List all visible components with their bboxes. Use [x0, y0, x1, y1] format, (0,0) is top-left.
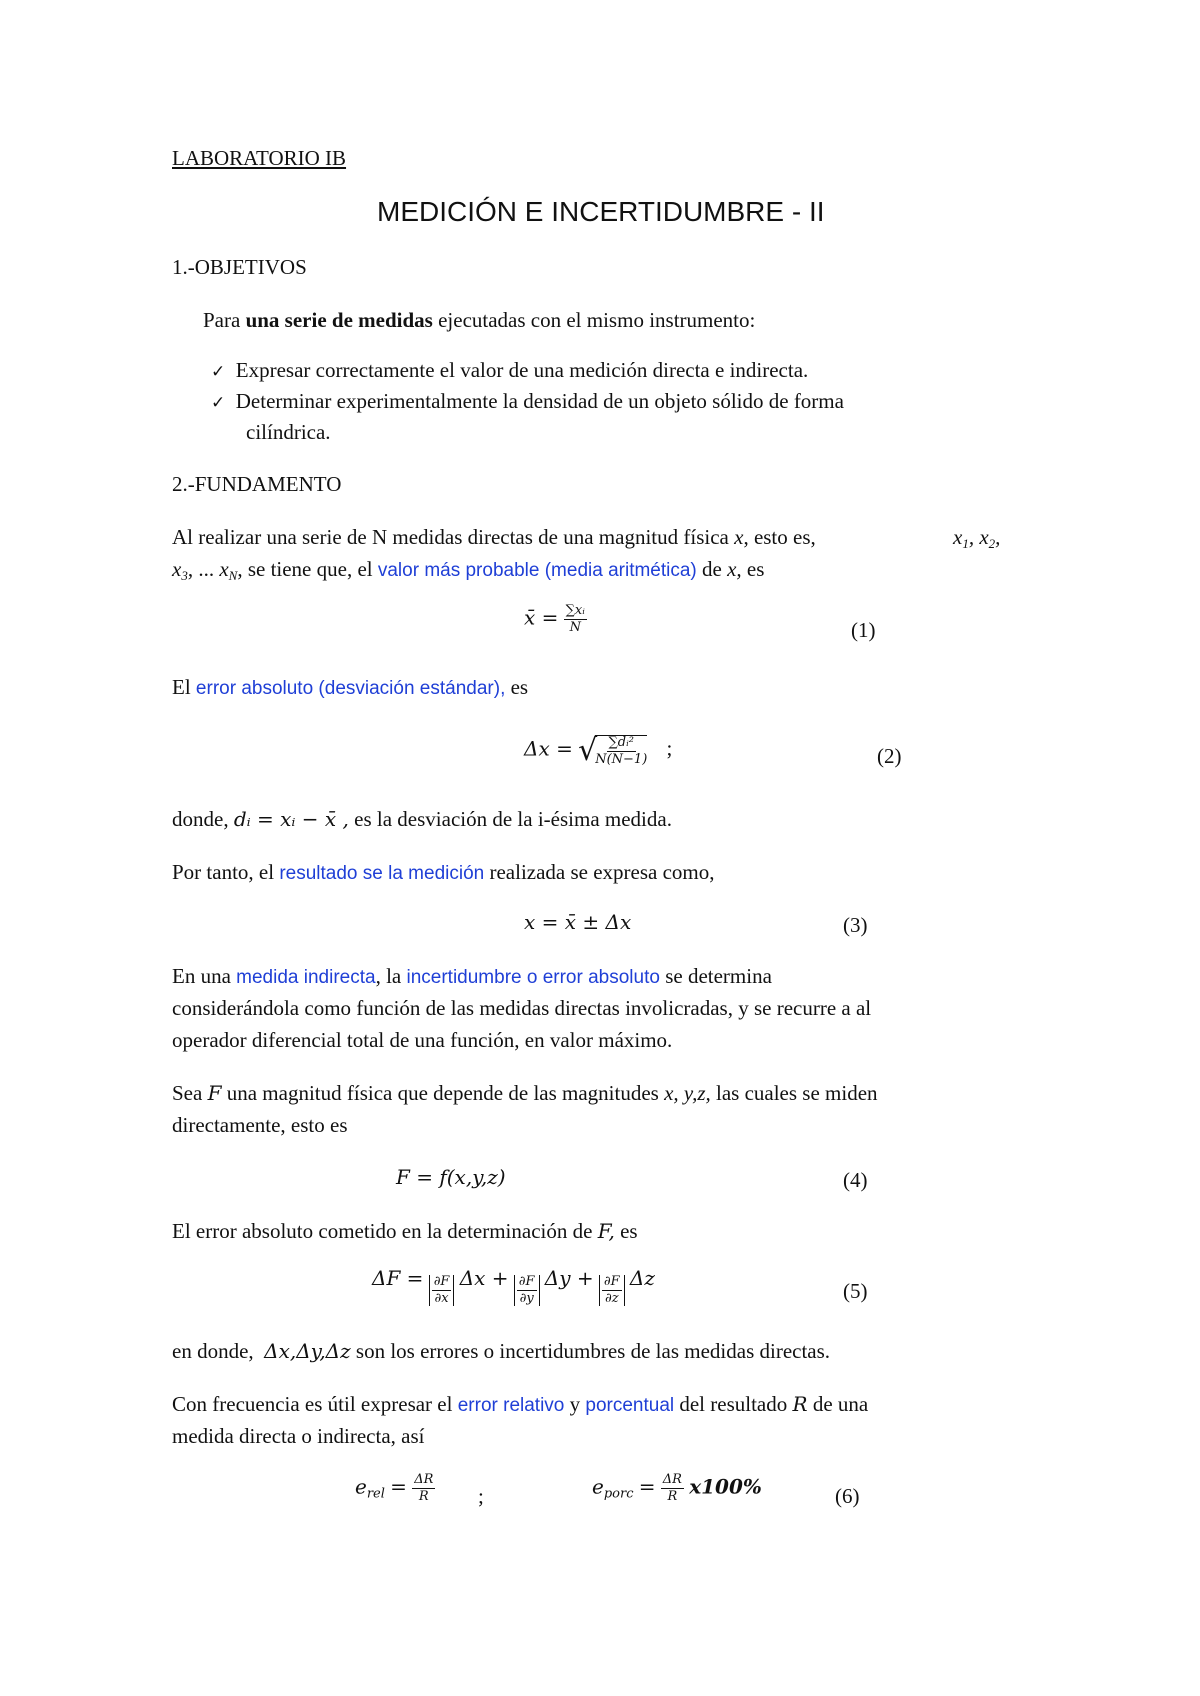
var-xn: x — [219, 557, 229, 581]
var-x1: x — [953, 525, 963, 549]
percent-term: x100% — [689, 1474, 762, 1499]
highlight-resultado: resultado se la medición — [279, 863, 485, 884]
dots: , ... — [187, 557, 220, 581]
num: ΔR — [662, 1472, 682, 1487]
paragraph-5-line-3: operador diferencial total de una función, en valor máximo. — [172, 1028, 673, 1052]
term: Δy + — [544, 1266, 594, 1290]
paragraph-5-line-2: considerándola como función de las medidas directas involicradas, y se recurre a al — [172, 996, 872, 1020]
var-F: F — [207, 1081, 222, 1105]
text: , la — [375, 964, 407, 988]
eq6-semicolon: ; — [478, 1484, 484, 1508]
eq2-den: N(N−1) — [595, 751, 648, 767]
term: Δz — [629, 1266, 655, 1290]
equation-5-number: (5) — [843, 1279, 868, 1303]
text: las cuales se miden — [710, 1081, 878, 1105]
text: El — [172, 675, 196, 699]
den: ∂z — [604, 1291, 619, 1306]
sub-porc: porc — [603, 1486, 634, 1502]
deltas: Δx,Δy,Δz — [264, 1339, 351, 1363]
equation-6-rel — [355, 1473, 435, 1504]
num: ∂F — [518, 1274, 535, 1289]
text: del resultado — [674, 1392, 793, 1416]
paragraph-7 — [172, 1219, 638, 1244]
var-x3: x — [172, 557, 182, 581]
abs-term-z — [599, 1275, 625, 1306]
text: es — [614, 1219, 638, 1243]
equation-2 — [524, 733, 672, 768]
sub-rel: rel — [366, 1486, 385, 1502]
equation-2-number: (2) — [877, 744, 902, 768]
sub: 3 — [181, 568, 188, 583]
text: son los errores o incertidumbres de las medidas directas. — [350, 1339, 831, 1363]
equation-5 — [372, 1266, 655, 1306]
eq1-lhs: x̄ = — [524, 605, 559, 630]
paragraph-3 — [172, 807, 672, 832]
text: es — [741, 557, 765, 581]
sub: 1 — [962, 536, 969, 551]
equation-6-porc — [592, 1473, 762, 1504]
objetivos-intro — [203, 308, 755, 333]
eq1-num: ∑xᵢ — [565, 603, 585, 618]
deviation-eq: dᵢ = xᵢ − x̄ , — [233, 807, 349, 831]
text: En una — [172, 964, 237, 988]
objetivos-heading: 1.-OBJETIVOS — [172, 255, 307, 279]
paragraph-9 — [172, 1392, 868, 1417]
semicolon: ; — [666, 736, 673, 761]
eq2-fraction — [595, 735, 647, 767]
paragraph-1 — [172, 525, 816, 550]
paragraph-5 — [172, 964, 772, 989]
text: El error absoluto cometido en la determinación de — [172, 1219, 598, 1243]
eq1-fraction — [564, 604, 587, 635]
text: una magnitud física que depende de las magnitudes — [221, 1081, 665, 1105]
paragraph-2 — [172, 675, 528, 700]
equals: = — [638, 1474, 656, 1499]
eq1-den: N — [569, 620, 581, 635]
equation-1-number: (1) — [851, 618, 876, 642]
objetivo-item-1 — [211, 358, 808, 383]
sub: N — [228, 568, 238, 583]
highlight-error-relativo: error relativo — [457, 1395, 565, 1416]
objetivo-item-2-cont: cilíndrica. — [246, 420, 331, 444]
text: realizada se expresa como, — [484, 860, 715, 884]
text: Sea — [172, 1081, 208, 1105]
intro-text: Para — [203, 308, 246, 332]
equation-4-number: (4) — [843, 1168, 868, 1192]
checkmark-icon: ✓ — [211, 393, 226, 413]
highlight-porcentual: porcentual — [585, 1395, 675, 1416]
text: , esto es, — [743, 525, 816, 549]
highlight-incertidumbre: incertidumbre o error absoluto — [406, 967, 660, 988]
equation-3: x = x̄ ± Δx — [524, 910, 632, 934]
partial-fraction — [517, 1275, 537, 1306]
checkmark-icon: ✓ — [211, 362, 226, 382]
vars-xyz: x, y,z, — [664, 1081, 711, 1105]
text: Con frecuencia es útil expresar el — [172, 1392, 458, 1416]
var-F: F, — [597, 1219, 615, 1243]
e-symbol: e — [592, 1474, 604, 1499]
highlight-media: valor más probable (media aritmética) — [377, 560, 697, 581]
var-x: x — [734, 525, 744, 549]
fundamento-heading: 2.-FUNDAMENTO — [172, 472, 342, 496]
paragraph-8 — [172, 1339, 830, 1364]
text: es — [505, 675, 529, 699]
objetivo-item-2 — [211, 389, 844, 414]
den: R — [667, 1489, 678, 1504]
text: y — [564, 1392, 586, 1416]
paragraph-9-line-2: medida directa o indirecta, así — [172, 1424, 425, 1448]
den: R — [418, 1489, 429, 1504]
text: Por tanto, el — [172, 860, 280, 884]
num: ∂F — [433, 1274, 450, 1289]
num: ∂F — [603, 1274, 620, 1289]
num: ΔR — [414, 1472, 434, 1487]
intro-text-2: ejecutadas con el mismo instrumento: — [432, 308, 756, 332]
den: ∂x — [434, 1291, 449, 1306]
text: donde, — [172, 807, 229, 831]
text: de una — [807, 1392, 869, 1416]
highlight-medida-indirecta: medida indirecta — [236, 967, 376, 988]
objetivo-text: Determinar experimentalmente la densidad de un objeto sólido de forma — [235, 389, 844, 413]
text: , se tiene que, el — [237, 557, 378, 581]
abs-term-y — [514, 1275, 540, 1306]
eq2-lhs: Δx = — [524, 736, 573, 761]
equation-3-number: (3) — [843, 913, 868, 937]
text: de — [696, 557, 728, 581]
equation-6-number: (6) — [835, 1484, 860, 1508]
intro-bold: una serie de medidas — [245, 308, 433, 332]
text: es la desviación de la i-ésima medida. — [348, 807, 672, 831]
sub: 2 — [988, 536, 996, 551]
eq2-num: ∑dᵢ² — [608, 734, 634, 750]
paragraph-1-line-2 — [172, 557, 764, 584]
eq6-fraction — [412, 1473, 435, 1504]
e-symbol: e — [355, 1474, 367, 1499]
den: ∂y — [519, 1291, 534, 1306]
text: en donde, — [172, 1339, 254, 1363]
x-list: $x_1$, $x_2$, — [953, 525, 1001, 551]
sqrt-sign: √ — [578, 733, 598, 768]
var-x: x, — [727, 557, 742, 581]
text: se determina — [659, 964, 772, 988]
objetivo-text: Expresar correctamente el valor de una medición directa e indirecta. — [235, 358, 809, 382]
equation-1 — [524, 604, 587, 635]
var-x2: x — [979, 525, 989, 549]
highlight-error-absoluto: error absoluto (desviación estándar), — [195, 678, 506, 699]
abs-term-x — [429, 1275, 455, 1306]
var-R: R — [792, 1392, 808, 1416]
paragraph-4 — [172, 860, 715, 885]
main-title: MEDICIÓN E INCERTIDUMBRE - II — [377, 196, 825, 227]
eq6-fraction — [661, 1473, 684, 1504]
eq5-lhs: ΔF = — [372, 1266, 424, 1290]
partial-fraction — [602, 1275, 622, 1306]
equation-4: F = f(x,y,z) — [396, 1165, 506, 1189]
lab-title: LABORATORIO IB — [172, 146, 347, 170]
text: Al realizar una serie de N medidas directas de una magnitud física — [172, 525, 735, 549]
paragraph-6-line-2: directamente, esto es — [172, 1113, 348, 1137]
partial-fraction — [432, 1275, 452, 1306]
paragraph-6 — [172, 1081, 878, 1106]
equals: = — [390, 1474, 407, 1499]
term: Δx + — [459, 1266, 509, 1290]
